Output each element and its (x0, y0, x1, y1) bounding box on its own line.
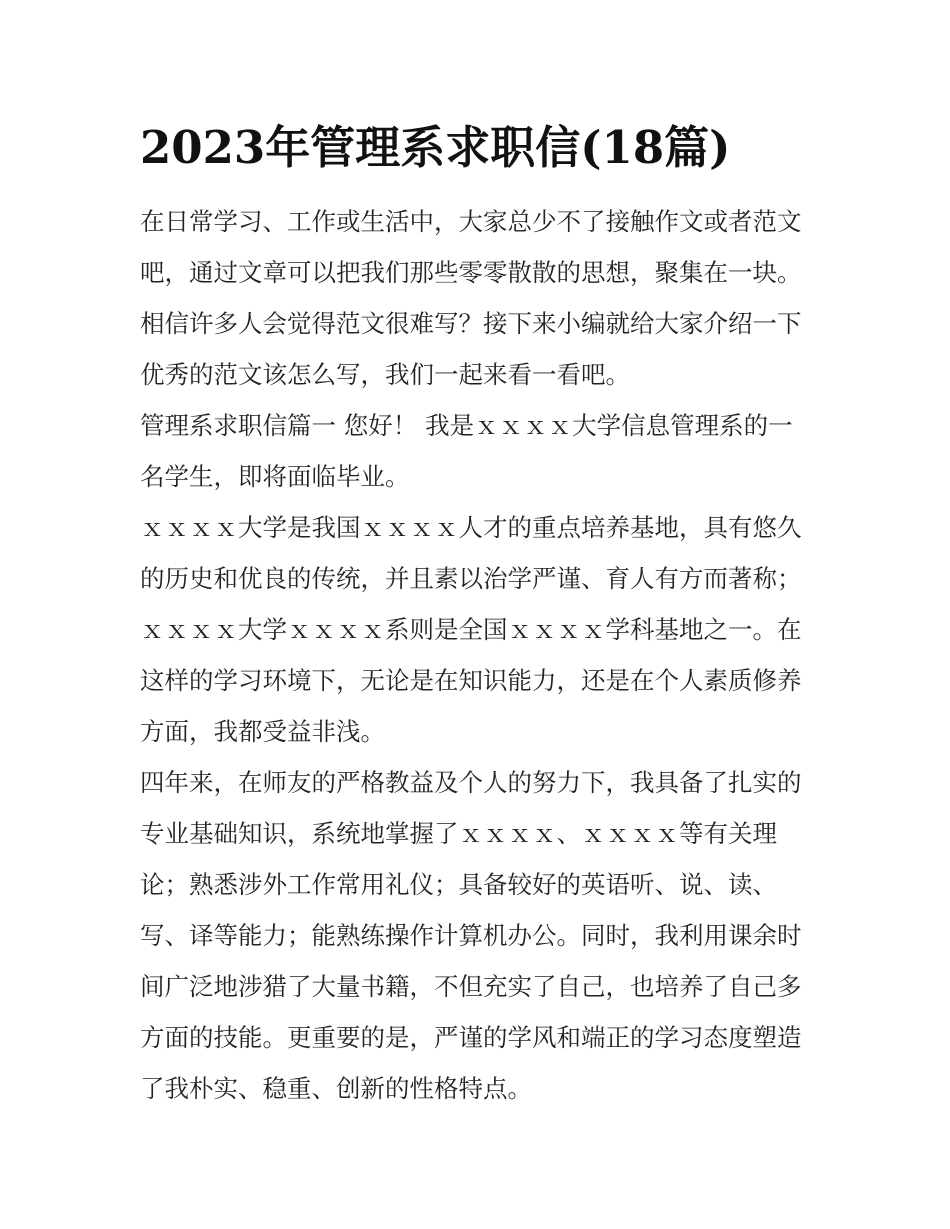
paragraph-letter-opening (140, 400, 820, 502)
paragraph-line: 间广泛地涉猎了大量书籍，不但充实了自己，也培养了自己多 (140, 972, 802, 1001)
paragraph-line: ｘｘｘｘ大学是我国ｘｘｘｘ人才的重点培养基地，具有悠久 (140, 513, 802, 542)
paragraph-line: 的历史和优良的传统，并且素以治学严谨、育人有方而著称； (140, 564, 802, 593)
paragraph-skills (140, 757, 820, 1114)
paragraph-line: 这样的学习环境下，无论是在知识能力，还是在个人素质修养 (140, 666, 802, 695)
paragraph-intro (140, 196, 820, 400)
paragraph-line: 在日常学习、工作或生活中，大家总少不了接触作文或者范文 (140, 207, 802, 236)
document-body (140, 196, 820, 1114)
paragraph-line: 相信许多人会觉得范文很难写？接下来小编就给大家介绍一下 (140, 309, 802, 338)
paragraph-line: 了我朴实、稳重、创新的性格特点。 (140, 1074, 532, 1103)
paragraph-university (140, 502, 820, 757)
paragraph-line: 吧，通过文章可以把我们那些零零散散的思想，聚集在一块。 (140, 258, 802, 287)
paragraph-line: 方面的技能。更重要的是，严谨的学风和端正的学习态度塑造 (140, 1023, 802, 1052)
paragraph-line: 专业基础知识，系统地掌握了ｘｘｘｘ、ｘｘｘｘ等有关理 (140, 819, 777, 848)
paragraph-line: 优秀的范文该怎么写，我们一起来看一看吧。 (140, 360, 630, 389)
paragraph-line: 写、译等能力；能熟练操作计算机办公。同时，我利用课余时 (140, 921, 802, 950)
paragraph-line: 四年来，在师友的严格教益及个人的努力下，我具备了扎实的 (140, 768, 802, 797)
paragraph-line: ｘｘｘｘ大学ｘｘｘｘ系则是全国ｘｘｘｘ学科基地之一。在 (140, 615, 802, 644)
paragraph-line: 名学生，即将面临毕业。 (140, 462, 410, 491)
paragraph-line: 论；熟悉涉外工作常用礼仪；具备较好的英语听、说、读、 (140, 870, 777, 899)
paragraph-line: 方面，我都受益非浅。 (140, 717, 385, 746)
paragraph-line: 管理系求职信篇一 您好！ 我是ｘｘｘｘ大学信息管理系的一 (140, 411, 793, 440)
document-title: 2023年管理系求职信(18篇) (140, 121, 731, 174)
